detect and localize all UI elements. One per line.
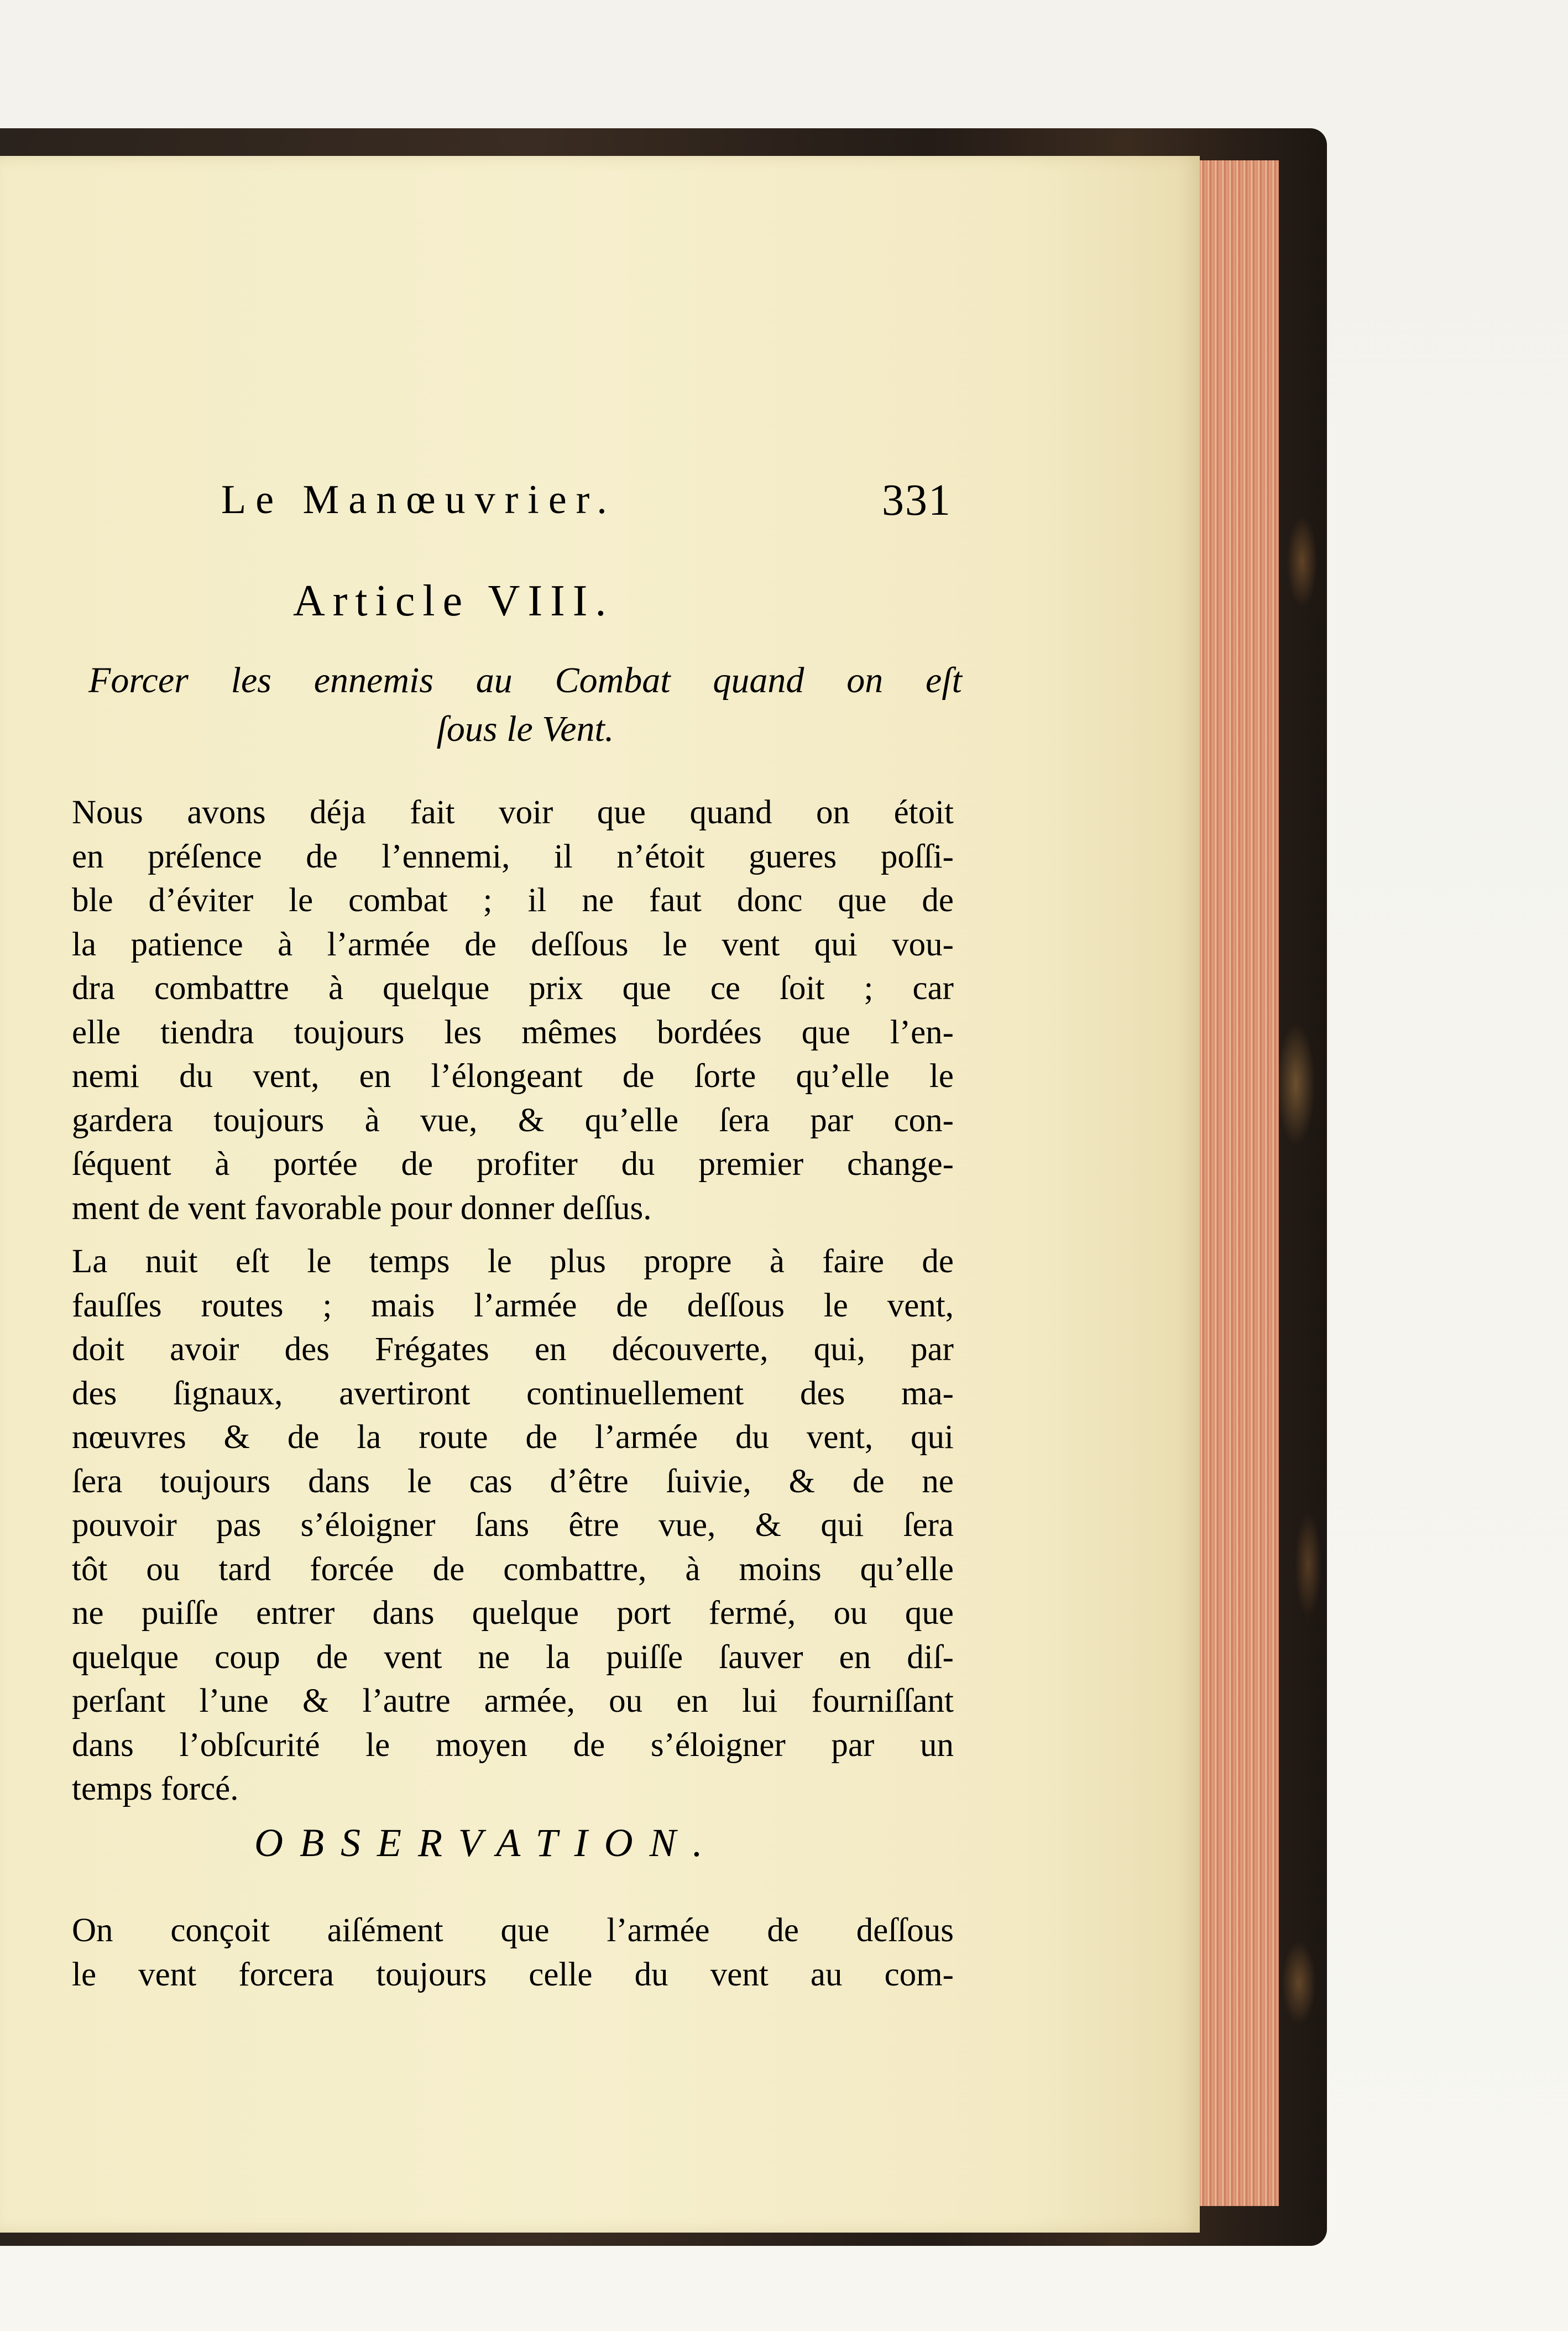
chapter-title	[88, 656, 962, 754]
text-line: gardera toujours à vue, & qu’elle ſera par con-	[72, 1101, 954, 1139]
paragraph-1	[72, 791, 954, 1230]
text-line: La nuit eſt le temps le plus propre à faire de	[72, 1243, 954, 1280]
text-line: perſant l’une & l’autre armée, ou en lui fourniſſant	[72, 1682, 954, 1719]
running-title: Le Manœuvrier.	[221, 477, 616, 522]
text-line: dra combattre à quelque prix que ce ſoit ; car	[72, 970, 954, 1007]
text-line: ne puiſſe entrer dans quelque port fermé, ou que	[72, 1595, 954, 1632]
chapter-title-line: ſous le Vent.	[436, 709, 614, 749]
page-edges	[1194, 160, 1279, 2206]
text-line: en préſence de l’ennemi, il n’étoit gueres poſſi-	[72, 838, 954, 875]
text-line: des ſignaux, avertiront continuellement des ma-	[72, 1374, 954, 1412]
leather-binding-texture	[1272, 144, 1332, 2234]
text-line: nemi du vent, en l’élongeant de ſorte qu’elle le	[72, 1058, 954, 1095]
text-line: ble d’éviter le combat ; il ne faut donc que de	[72, 882, 954, 919]
text-line: Nous avons déja fait voir que quand on étoit	[72, 794, 954, 831]
text-line: ſera toujours dans le cas d’être ſuivie, & de ne	[72, 1462, 954, 1500]
chapter-title-line: Forcer les ennemis au Combat quand on eſt	[88, 660, 962, 701]
text-line: pouvoir pas s’éloigner ſans être vue, & qui ſera	[72, 1507, 954, 1544]
page-number: 331	[882, 476, 952, 525]
article-heading: Article VIII.	[293, 577, 614, 625]
text-line: nœuvres & de la route de l’armée du vent, qui	[72, 1419, 954, 1456]
text-line: doit avoir des Frégates en découverte, qui, par	[72, 1331, 954, 1368]
text-line: temps forcé.	[72, 1770, 239, 1807]
text-line: ſéquent à portée de profiter du premier change-	[72, 1146, 954, 1183]
paragraph-3	[72, 1909, 954, 1996]
observation-heading: OBSERVATION.	[254, 1821, 719, 1865]
text-line: dans l’obſcurité le moyen de s’éloigner par un	[72, 1726, 954, 1764]
text-line: fauſſes routes ; mais l’armée de deſſous le vent,	[72, 1287, 954, 1324]
text-line: ment de vent favorable pour donner deſſus.	[72, 1189, 652, 1227]
text-line: tôt ou tard forcée de combattre, à moins qu’elle	[72, 1550, 954, 1588]
text-line: quelque coup de vent ne la puiſſe ſauver en diſ-	[72, 1638, 954, 1676]
paragraph-2	[72, 1240, 954, 1811]
text-line: On conçoit aiſément que l’armée de deſſous	[72, 1912, 954, 1949]
text-line: la patience à l’armée de deſſous le vent qui vou-	[72, 926, 954, 963]
book-page	[0, 156, 1200, 2233]
text-line: elle tiendra toujours les mêmes bordées que l’en-	[72, 1013, 954, 1051]
text-line: le vent forcera toujours celle du vent au com-	[72, 1956, 954, 1993]
